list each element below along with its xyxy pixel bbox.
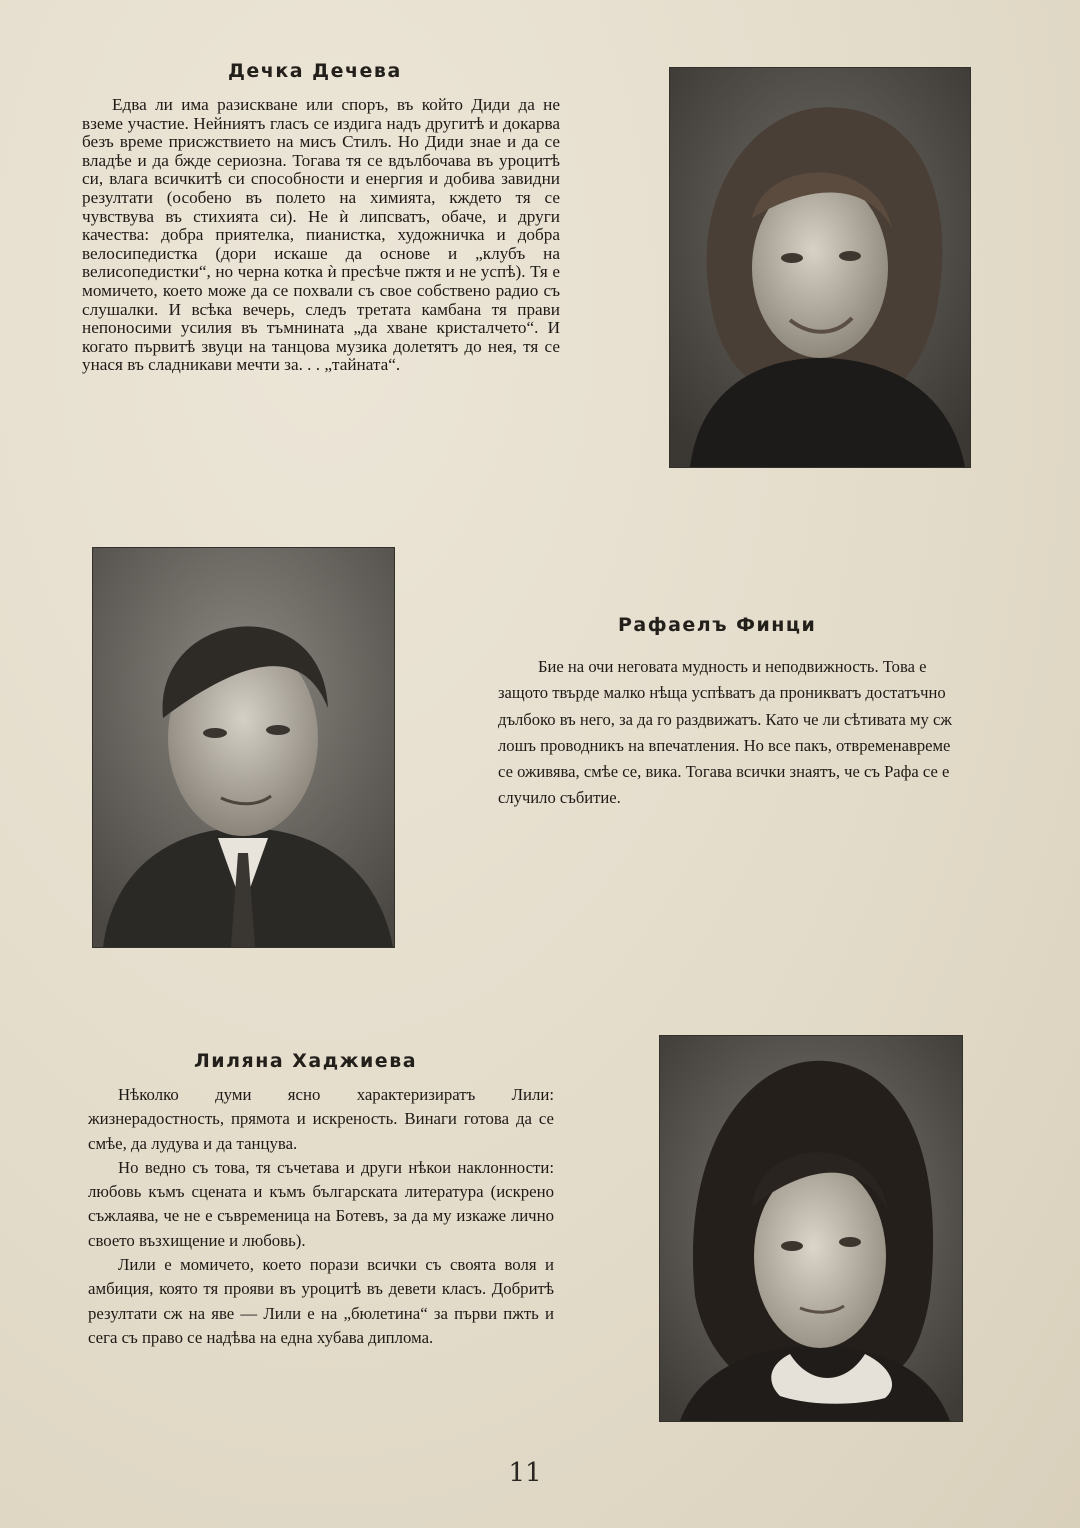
bio-paragraph: Бие на очи неговата мудность и неподвижность. Това е защото твърде малко нѣща успѣватъ да проникватъ достатъчно дълбоко въ него, за да го раздвижатъ. Като че ли сѣтивата му сж лошъ проводникъ на впечатления. Но все пакъ, отвременавреме се оживява, смѣе се, вика. Тогава всички знаятъ, че съ Рафа се е случило събитие. — [498, 657, 952, 808]
portrait-photo-finci — [93, 548, 394, 947]
page-number: 11 — [508, 1458, 542, 1488]
portrait-photo-hadjieva — [660, 1036, 962, 1421]
bio-paragraph: Едва ли има разискване или споръ, въ който Диди да не вземе участие. Нейниятъ гласъ се издига надъ другитѣ и докарва безъ време присжствието на мисъ Стилъ. Но Диди знае и да се владѣе и да бжде сериозна. Тогава тя се вдълбочава въ уроцитѣ си, влага всичкитѣ си способности и енергия и добива завидни резултати (особено въ полето на химията, кждето тя се чувствува въ стихията си). Не ѝ липсватъ, обаче, и други качества: добра приятелка, пианистка, художничка и добра велосипедистка (дори искаше да основе и „клубъ на велисопедистки“, но черна котка ѝ пресѣче пжтя и не успѣ). Тя е момичето, което може да се похвали съ свое собствено радио съ слушалки. И всѣка вечерь, следъ третата камбана тя прави непоносими усилия въ тъмнината „да хване кристалчето“. И когато първитѣ звуци на танцова музика долетятъ до нея, тя се унася въ сладникави мечти за. . . „тайната“. — [82, 95, 560, 375]
name-decheva: Дечка Дечева — [228, 60, 402, 82]
bio-finci — [498, 654, 966, 812]
portrait-photo-decheva — [670, 68, 970, 467]
bio-paragraph: Лили е момичето, което порази всички съ своята воля и амбиция, която тя прояви въ уроцитѣ въ девети класъ. Добритѣ резултати сж на яве — Лили е на „бюлетина“ за първи пжть и сега съ право се надѣва на една хубава диплома. — [88, 1255, 554, 1347]
bio-paragraph: Нѣколко думи ясно характеризиратъ Лили: жизнерадостность, прямота и искреность. Винаги готова да се смѣе, да лудува и да танцува. — [88, 1085, 554, 1153]
bio-paragraph: Но ведно съ това, тя съчетава и други нѣкои наклонности: любовь къмъ сцената и къмъ българската литература (искрено съжлаява, че не е съвременица на Ботевъ, за да му изкаже лично своето възхищение и любовь). — [88, 1157, 554, 1250]
name-finci: Рафаелъ Финци — [618, 614, 817, 636]
bio-decheva — [82, 96, 560, 375]
bio-hadjieva — [88, 1083, 554, 1350]
name-hadjieva: Лиляна Хаджиева — [194, 1050, 418, 1072]
